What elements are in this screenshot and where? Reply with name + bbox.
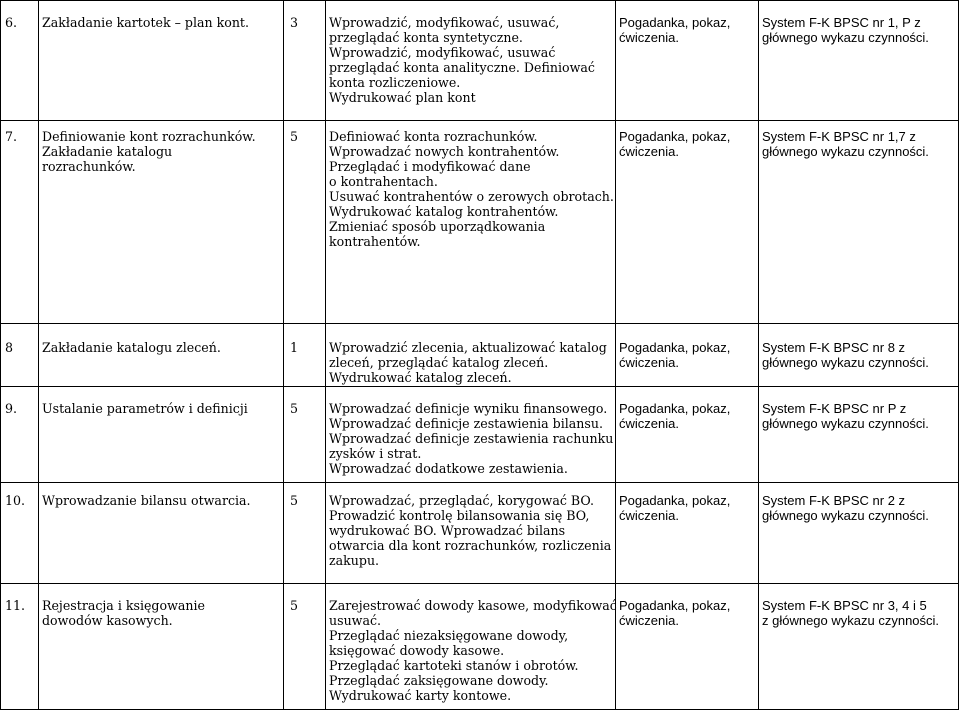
activities-cell-line: Wydrukować katalog zleceń.	[329, 370, 512, 385]
activities-cell	[326, 387, 616, 483]
activities-cell-line: o kontrahentach.	[329, 174, 438, 189]
activities-cell-line: Wydrukować karty kontowe.	[329, 688, 512, 703]
hours-cell	[284, 483, 326, 584]
source-cell-line: System F-K BPSC nr 1,7 z	[762, 129, 916, 144]
row-number	[1, 121, 39, 324]
row-number	[1, 584, 39, 710]
topic-cell	[39, 121, 284, 324]
table-row	[1, 121, 959, 324]
topic-cell	[39, 584, 284, 710]
source-cell	[759, 324, 959, 387]
source-cell	[759, 387, 959, 483]
method-cell	[616, 324, 759, 387]
row-number-text: 7.	[5, 129, 18, 144]
activities-cell-line: otwarcia dla kont rozrachunków, rozliczenia	[329, 538, 612, 553]
activities-cell	[326, 121, 616, 324]
activities-cell-line: Przeglądać i modyfikować dane	[329, 159, 531, 174]
hours-cell	[284, 387, 326, 483]
source-cell-line: głównego wykazu czynności.	[762, 416, 929, 431]
source-cell-line: System F-K BPSC nr 1, P z	[762, 15, 921, 30]
topic-cell-line: Definiowanie kont rozrachunków.	[42, 129, 256, 144]
activities-cell-line: Przeglądać niezaksięgowane dowody,	[329, 628, 569, 643]
activities-cell-line: Wprowadzać dodatkowe zestawienia.	[329, 461, 568, 476]
hours-cell-text: 1	[290, 340, 299, 355]
activities-cell-line: usuwać.	[329, 613, 382, 628]
hours-cell-text: 5	[290, 598, 299, 613]
topic-cell-line: Wprowadzanie bilansu otwarcia.	[42, 493, 251, 508]
hours-cell-text: 3	[290, 15, 299, 30]
table-row	[1, 324, 959, 387]
source-cell	[759, 1, 959, 121]
source-cell-line: głównego wykazu czynności.	[762, 355, 929, 370]
row-number-text: 9.	[5, 401, 18, 416]
row-number-text: 6.	[5, 15, 18, 30]
activities-cell-line: Przeglądać kartoteki stanów i obrotów.	[329, 658, 579, 673]
activities-cell-line: kontrahentów.	[329, 234, 421, 249]
activities-cell-line: wydrukować BO. Wprowadzać bilans	[329, 523, 566, 538]
activities-cell-line: Wprowadzić, modyfikować, usuwać	[329, 45, 556, 60]
activities-cell-line: zakupu.	[329, 553, 380, 568]
hours-cell-text: 5	[290, 401, 299, 416]
source-cell	[759, 121, 959, 324]
source-cell	[759, 584, 959, 710]
topic-cell-line: rozrachunków.	[42, 159, 136, 174]
activities-cell-line: Wprowadzać definicje zestawienia rachunku	[329, 431, 614, 446]
table-row	[1, 483, 959, 584]
activities-cell	[326, 1, 616, 121]
activities-cell-line: Wprowadzać nowych kontrahentów.	[329, 144, 560, 159]
table-row	[1, 1, 959, 121]
activities-cell-line: Wprowadzać, przeglądać, korygować BO.	[329, 493, 594, 508]
row-number	[1, 1, 39, 121]
topic-cell-line: Zakładanie katalogu	[42, 144, 173, 159]
method-cell-line: Pogadanka, pokaz,	[619, 129, 731, 144]
row-number-text: 10.	[5, 493, 26, 508]
activities-cell-line: Wprowadzać definicje wyniku finansowego.	[329, 401, 608, 416]
source-cell-line: z głównego wykazu czynności.	[762, 613, 940, 628]
activities-cell	[326, 324, 616, 387]
activities-cell-line: Wprowadzić, modyfikować, usuwać,	[329, 15, 560, 30]
activities-cell-line: zysków i strat.	[329, 446, 422, 461]
topic-cell	[39, 387, 284, 483]
source-cell-line: głównego wykazu czynności.	[762, 144, 929, 159]
method-cell	[616, 483, 759, 584]
method-cell-line: ćwiczenia.	[619, 355, 679, 370]
method-cell-line: ćwiczenia.	[619, 613, 679, 628]
method-cell-line: Pogadanka, pokaz,	[619, 493, 731, 508]
activities-cell-line: Definiować konta rozrachunków.	[329, 129, 538, 144]
method-cell-line: Pogadanka, pokaz,	[619, 598, 731, 613]
method-cell	[616, 584, 759, 710]
topic-cell	[39, 1, 284, 121]
activities-cell-line: Wprowadzić zlecenia, aktualizować katalog	[329, 340, 607, 355]
table-row	[1, 584, 959, 710]
hours-cell	[284, 324, 326, 387]
method-cell-line: Pogadanka, pokaz,	[619, 340, 731, 355]
activities-cell-line: Zmieniać sposób uporządkowania	[329, 219, 546, 234]
activities-cell-line: Przeglądać zaksięgowane dowody.	[329, 673, 549, 688]
source-cell	[759, 483, 959, 584]
activities-cell-line: Zarejestrować dowody kasowe, modyfikować	[329, 598, 617, 613]
activities-cell-line: przeglądać konta analityczne. Definiować	[329, 60, 595, 75]
row-number	[1, 483, 39, 584]
hours-cell	[284, 584, 326, 710]
source-cell-line: System F-K BPSC nr P z	[762, 401, 907, 416]
source-cell-line: System F-K BPSC nr 3, 4 i 5	[762, 598, 927, 613]
hours-cell-text: 5	[290, 493, 299, 508]
activities-cell	[326, 584, 616, 710]
activities-cell-line: konta rozliczeniowe.	[329, 75, 461, 90]
source-cell-line: System F-K BPSC nr 2 z	[762, 493, 906, 508]
topic-cell-line: Rejestracja i księgowanie	[42, 598, 205, 613]
hours-cell	[284, 121, 326, 324]
hours-cell-text: 5	[290, 129, 299, 144]
method-cell	[616, 121, 759, 324]
topic-cell-line: Ustalanie parametrów i definicji	[42, 401, 248, 416]
method-cell	[616, 1, 759, 121]
activities-cell-line: Wydrukować plan kont	[329, 90, 476, 105]
topic-cell-line: dowodów kasowych.	[42, 613, 173, 628]
topic-cell	[39, 324, 284, 387]
topic-cell-line: Zakładanie katalogu zleceń.	[42, 340, 221, 355]
activities-cell-line: Wydrukować katalog kontrahentów.	[329, 204, 559, 219]
method-cell-line: ćwiczenia.	[619, 144, 679, 159]
row-number	[1, 324, 39, 387]
row-number-text: 8	[5, 340, 14, 355]
activities-cell-line: księgować dowody kasowe.	[329, 643, 505, 658]
topic-cell	[39, 483, 284, 584]
activities-cell-line: zleceń, przeglądać katalog zleceń.	[329, 355, 549, 370]
row-number-text: 11.	[5, 598, 26, 613]
activities-cell	[326, 483, 616, 584]
method-cell-line: ćwiczenia.	[619, 416, 679, 431]
source-cell-line: System F-K BPSC nr 8 z	[762, 340, 906, 355]
method-cell-line: ćwiczenia.	[619, 30, 679, 45]
activities-cell-line: Wprowadzać definicje zestawienia bilansu.	[329, 416, 603, 431]
topic-cell-line: Zakładanie kartotek – plan kont.	[42, 15, 249, 30]
method-cell	[616, 387, 759, 483]
source-cell-line: głównego wykazu czynności.	[762, 30, 929, 45]
table-row	[1, 387, 959, 483]
method-cell-line: Pogadanka, pokaz,	[619, 15, 731, 30]
row-number	[1, 387, 39, 483]
method-cell-line: ćwiczenia.	[619, 508, 679, 523]
activities-cell-line: Prowadzić kontrolę bilansowania się BO,	[329, 508, 590, 523]
activities-cell-line: Usuwać kontrahentów o zerowych obrotach.	[329, 189, 614, 204]
method-cell-line: Pogadanka, pokaz,	[619, 401, 731, 416]
activities-cell-line: przeglądać konta syntetyczne.	[329, 30, 523, 45]
source-cell-line: głównego wykazu czynności.	[762, 508, 929, 523]
hours-cell	[284, 1, 326, 121]
